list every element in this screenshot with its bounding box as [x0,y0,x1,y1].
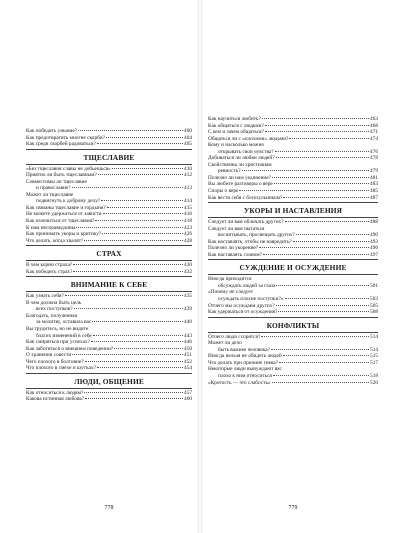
section-rule [208,317,378,318]
toc-entry-page: 446 [184,339,192,346]
toc-entry-page: 520 [370,379,378,386]
toc-entry-title: Как излечиться от тщеславия? [26,218,95,225]
leader-dots [65,294,183,296]
right-page [202,0,400,533]
toc-entry-title: открывать свои чувства? [218,148,274,155]
toc-entry-page: 518 [370,372,378,379]
toc-entry-title: Вы любите разговоры о вере [208,181,273,188]
toc-entry-title: всех поступков? [36,306,73,313]
toc-entry-title: Отчего мы осуждаем других? [208,302,275,309]
toc-entry [208,380,378,387]
leader-dots [239,189,369,191]
toc-entry-page: 479 [370,168,378,175]
leader-dots [85,360,183,362]
section-rule [208,259,378,260]
toc-entry-title: Может ли тщеславие [26,191,74,198]
toc-entry-page: 435 [184,293,192,300]
section-rule [208,332,378,333]
toc-entry-page: 517 [370,359,378,366]
toc-entry-title: обсуждать людей за глаза [218,282,276,289]
leader-dots [262,117,369,119]
leader-dots [74,307,183,309]
leader-dots [276,156,369,158]
toc-entry-title: осуждать плохие поступки?» [218,296,284,303]
toc-entry-page: 460 [184,396,192,403]
toc-entry-title: Как научиться любить? [208,116,261,122]
section-rule [26,260,192,261]
toc-entry-title: Благодать, полученная [26,312,77,319]
toc-entry-title: Как узнать себя? [26,293,64,300]
toc-entry-title: В чем корни страха? [26,262,73,269]
toc-entry-title: Некоторые люди вынуждают вас [208,366,282,373]
leader-dots [283,196,369,198]
toc-entry-title: Какова истинная любовь? [26,396,85,403]
leader-dots [97,366,183,368]
toc-entry-page: 496 [370,245,378,252]
toc-entry [26,365,192,372]
leader-dots [78,129,183,131]
toc-entry-page: 457 [184,389,192,396]
leader-dots [72,186,183,188]
toc-entry-title: Как предотвратить многие скорби? [26,134,105,141]
toc-entry-page: 487 [370,194,378,201]
leader-dots [276,284,369,286]
toc-entry-title: за молитву, оставила вас [36,319,92,326]
leader-dots [293,240,369,242]
toc-entry-title: благих изменений в себе [36,332,92,339]
toc-entry-page: 478 [370,155,378,162]
leader-dots [259,246,369,248]
leader-dots [289,137,369,139]
leader-dots [91,340,183,342]
right-toc [208,116,378,386]
toc-entry-page: 414 [184,198,192,205]
leader-dots [274,182,369,184]
toc-entry-title: Добиваться ли любви людей? [208,155,275,162]
toc-entry-page: 400 [184,128,192,134]
leader-dots [279,361,369,363]
section-heading: ЛЮДИ, ОБЩЕНИЕ [74,376,144,386]
toc-entry-title: Что делать при причине гнева? [208,359,279,366]
leader-dots [265,124,369,126]
toc-entry-title: Отчего люди ссорятся? [208,333,261,340]
leader-dots [243,342,377,343]
leader-dots [285,220,370,222]
left-toc [26,128,192,403]
toc-entry-title: воспитывать, просвещать других? [218,232,295,239]
toc-entry-page: 430 [184,262,192,269]
toc-entry-title: Иногда нельзя не обидеть людей [208,353,282,360]
toc-entry-page: 508 [370,309,378,316]
toc-entry-title: Как относиться к людям? [26,389,84,396]
section-rule [26,149,192,150]
toc-entry-title: Иногда приходится [208,276,252,283]
toc-entry-title: подвигнуть к доброму делу? [36,198,101,205]
toc-entry-page: 505 [370,302,378,309]
section-rule [26,373,192,374]
leader-dots [73,263,183,265]
toc-entry-title: Полезно ли нам уединение? [208,174,271,181]
leader-dots [254,291,377,292]
section-rule [26,276,192,277]
toc-entry-title: Как вести себя с богохульником? [208,194,283,201]
toc-entry-title: Свойственна ли христианам [208,161,272,168]
toc-entry-title: Как удержаться от осуждения? [208,309,278,316]
toc-entry-title: Как заботиться о внешнем поведении? [26,345,114,352]
section-heading: СТРАХ [96,249,122,259]
toc-entry [208,309,378,316]
leader-dots [265,130,369,132]
toc-entry-page: 416 [184,211,192,218]
toc-entry-title: Как принимать укоры и критику? [26,231,102,238]
section-heading: ВНИМАНИЕ К СЕБЕ [70,280,148,290]
toc-entry-page: 423 [184,224,192,231]
toc-entry [208,252,378,259]
section-heading: КОНФЛИКТЫ [266,320,320,330]
leader-dots [72,353,183,355]
toc-entry-page: 501 [370,282,378,289]
section-rule [26,245,192,246]
toc-entry-title: ревность? [218,168,241,175]
leader-dots [102,232,183,234]
leader-dots [283,368,377,369]
left-page-number: 778 [104,505,114,511]
leader-dots [84,391,183,393]
leader-dots [74,194,191,195]
toc-entry-page: 485 [370,188,378,195]
leader-dots [278,310,369,312]
toc-entry-title: Не можете удержаться от зависти [26,211,102,218]
toc-entry-title: Общаться ли с «плохими» людьми? [208,135,289,142]
toc-entry-title: Следует ли вам пытаться [208,225,265,232]
leader-dots [261,335,369,337]
toc-entry-page: 426 [184,231,192,238]
toc-entry-page: 483 [370,181,378,188]
toc-entry-title: Совместимы ли тщеславие [26,178,87,185]
toc-entry-page: 412 [184,172,192,179]
toc-entry-page: 463 [370,116,378,122]
toc-entry-page: 468 [370,122,378,129]
leader-dots [84,239,183,241]
leader-dots [283,354,369,356]
leader-dots [88,181,191,182]
toc-entry-title: Что плохого в смехе и шутках? [26,365,96,372]
toc-entry-title: О хранении совести [26,352,72,359]
toc-entry-page: 432 [184,268,192,275]
toc-entry-page: 471 [370,129,378,136]
toc-entry-title: «Почему не следует [208,289,254,296]
toc-entry-title: К нам несправедливы [26,224,76,231]
toc-entry-page: 415 [184,204,192,211]
leader-dots [92,320,183,322]
leader-dots [76,226,183,228]
leader-dots [276,304,369,306]
leader-dots [112,167,183,169]
leader-dots [271,348,369,350]
toc-entry-page: 405 [184,141,192,148]
section-rule [208,202,378,203]
toc-entry-page: 413 [184,185,192,192]
leader-dots [285,297,370,299]
toc-entry-page: 452 [184,358,192,365]
leader-dots [275,150,369,152]
toc-entry-title: Как среди скорбей радоваться? [26,141,96,148]
toc-entry-page: 439 [184,306,192,313]
leader-dots [263,253,369,255]
toc-entry-page: 497 [370,251,378,258]
toc-entry-page: 418 [184,218,192,225]
toc-entry-title: Чего плохого в болтовне? [26,358,84,365]
toc-entry [208,195,378,202]
toc-entry [26,238,192,245]
toc-entry-page: 490 [370,232,378,239]
leader-dots [98,173,183,175]
section-rule [208,274,378,275]
toc-entry-page: 410 [184,165,192,172]
toc-entry-title: Может ли дело [208,340,242,347]
leader-dots [89,328,191,329]
toc-entry-title: Как победить страх? [26,268,73,275]
section-heading: ТЩЕСЛАВИЕ [83,152,135,162]
section-rule [26,164,192,165]
right-page-number: 779 [288,505,298,511]
toc-entry-page: 474 [370,135,378,142]
leader-dots [265,144,377,145]
leader-dots [97,142,183,144]
toc-entry-title: В чем должна быть цель [26,299,82,306]
toc-entry-title: «Кротость — это слабость» [208,379,271,386]
toc-entry-title: Как связаны тщеславие и гордыня? [26,204,106,211]
section-rule [26,291,192,292]
toc-entry [26,396,192,403]
toc-entry-title: Как смиряться при успехах? [26,339,90,346]
toc-entry-title: Кому и насколько можно [208,142,265,149]
section-heading: СУЖДЕНИЕ И ОСУЖДЕНИЕ [239,263,347,273]
toc-entry-title: Споры о вере [208,188,239,195]
toc-entry-page: 443 [184,332,192,339]
toc-entry-title: быть важнее человека? [218,346,270,353]
leader-dots [95,219,183,221]
toc-entry-page: 493 [370,238,378,245]
leader-dots [253,278,377,279]
toc-entry-title: «Без тщеславия славы не добьешься» [26,165,111,172]
leader-dots [107,206,183,208]
leader-dots [101,199,183,201]
toc-entry-page: 454 [184,365,192,372]
toc-entry-page: 515 [370,353,378,360]
toc-entry-title: и православие? [36,185,71,192]
toc-entry-page: 450 [184,345,192,352]
section-rule [208,217,378,218]
toc-entry-title: Как победить уныние? [26,128,78,134]
toc-entry-page: 488 [370,219,378,226]
leader-dots [73,270,183,272]
toc-entry-page: 476 [370,148,378,155]
toc-entry-page: 440 [184,319,192,326]
toc-entry-title: Следует ли вам обличать других? [208,219,284,226]
toc-entry-page: 514 [370,333,378,340]
toc-entry-title: плохо к ним относиться [218,372,272,379]
toc-entry-title: Полезно ли укорение? [208,245,259,252]
toc-entry [26,141,192,148]
toc-entry-title: Вы трудитесь, но не видите [26,326,89,333]
toc-entry-title: Приятно ли быть тщеславным? [26,172,97,179]
leader-dots [85,397,183,399]
leader-dots [93,334,183,336]
leader-dots [272,381,370,383]
toc-entry-title: Как наставлять словом? [208,251,262,258]
leader-dots [273,164,377,165]
toc-entry-page: 503 [370,296,378,303]
leader-dots [114,347,183,349]
leader-dots [242,169,369,171]
leader-dots [78,315,191,316]
section-heading: УКОРЫ И НАСТАВЛЕНИЯ [243,206,343,216]
leader-dots [273,374,369,376]
toc-entry-page: 428 [184,237,192,244]
leader-dots [296,233,369,235]
leader-dots [103,212,184,214]
toc-entry-page: 514 [370,346,378,353]
toc-entry-page: 451 [184,352,192,359]
leader-dots [272,176,369,178]
leader-dots [82,302,191,303]
toc-entry-title: Что делать, когда хвалят? [26,237,84,244]
toc-entry-title: Как общаться с людьми? [208,122,264,129]
toc-entry-title: Как наставлять, чтобы не навредить? [208,238,292,245]
left-page [0,0,198,533]
section-rule [26,388,192,389]
toc-entry-page: 481 [370,174,378,181]
leader-dots [106,136,183,138]
toc-entry-title: С кем и зачем общаться? [208,129,264,136]
leader-dots [266,228,378,229]
toc-entry [26,269,192,276]
toc-entry-page: 404 [184,134,192,141]
